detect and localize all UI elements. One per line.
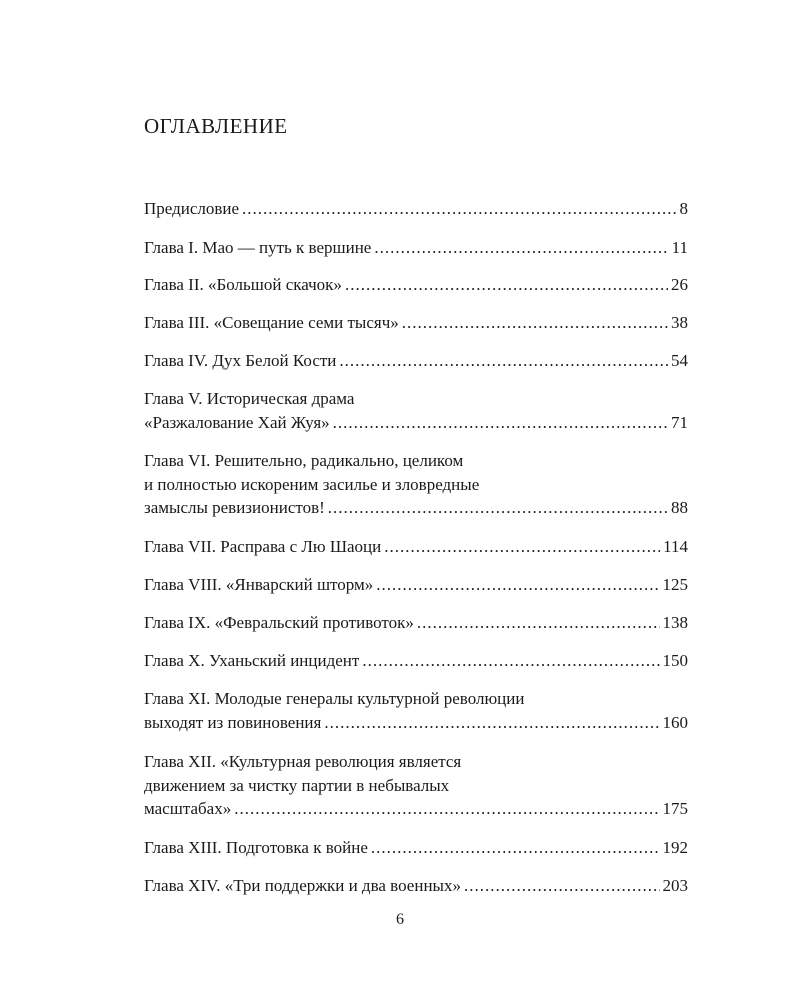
toc-entry-page: 8 (679, 199, 688, 218)
toc-entry (144, 611, 688, 635)
toc-entry (144, 874, 688, 898)
toc-entry (144, 236, 688, 260)
toc-entry-title: Предисловие (144, 199, 240, 218)
toc-entry-title: Глава X. Уханьский инцидент (144, 651, 360, 670)
toc-entry-page: 150 (662, 651, 688, 670)
toc-entry-title: движением за чистку партии в небывалых (144, 775, 450, 795)
page-number: 6 (396, 911, 404, 928)
dot-leader (362, 649, 659, 673)
toc-entry (144, 687, 688, 734)
toc-entry-page: 71 (671, 412, 688, 432)
dot-leader (328, 496, 668, 520)
dot-leader (376, 573, 659, 597)
toc-entry-title: замыслы ревизионистов! (144, 498, 325, 517)
dot-leader (402, 311, 668, 335)
dot-leader (374, 236, 668, 260)
toc-entry-title: масштабах» (144, 799, 232, 818)
toc-entry-page: 203 (662, 876, 688, 895)
toc-entry-page: 38 (671, 313, 688, 332)
dot-leader (234, 797, 659, 821)
toc-entry-title: Глава II. «Большой скачок» (144, 275, 342, 294)
toc-entry-title: Глава XI. Молодые генералы культурной революции (144, 689, 525, 708)
dot-leader (371, 836, 660, 860)
toc-entry (144, 197, 688, 221)
dot-leader (417, 611, 660, 635)
toc-entry-page: 114 (663, 537, 688, 556)
toc-entry (144, 311, 688, 335)
toc-entry (144, 273, 688, 297)
toc-entry-page: 11 (671, 238, 688, 257)
toc-entry-title: и полностью искореним засилье и зловредные (144, 474, 480, 494)
toc-entry-page: 175 (662, 799, 688, 818)
toc-entry-title: Глава VII. Расправа с Лю Шаоци (144, 537, 382, 556)
dot-leader (242, 197, 676, 221)
toc-entry-title: выходят из повиновения (144, 712, 322, 732)
toc-entry-page: 26 (671, 275, 688, 294)
dot-leader (333, 411, 668, 435)
toc-entry (144, 535, 688, 559)
toc-entry (144, 750, 688, 821)
toc-entry-title: Глава III. «Совещание семи тысяч» (144, 313, 399, 332)
toc-entry-title: Глава XII. «Культурная революция является (144, 752, 462, 771)
toc-entry-page: 192 (662, 838, 688, 857)
toc-entry-page: 125 (662, 575, 688, 594)
dot-leader (324, 711, 659, 735)
dot-leader (339, 349, 668, 373)
toc-entry-title: «Разжалование Хай Жуя» (144, 412, 330, 432)
dot-leader (345, 273, 668, 297)
toc-entry-title: Глава VI. Решительно, радикально, целиком (144, 451, 464, 470)
toc-entry (144, 573, 688, 597)
toc-entry-title: Глава IX. «Февральский противоток» (144, 613, 414, 632)
toc-entry-title: Глава V. Историческая драма (144, 389, 355, 408)
dot-leader (384, 535, 660, 559)
toc-entry-page: 138 (662, 613, 688, 632)
toc-entry (144, 349, 688, 373)
toc-entry-title: Глава XIII. Подготовка к войне (144, 838, 368, 857)
toc-entry-title: Глава XIV. «Три поддержки и два военных» (144, 876, 461, 895)
dot-leader (464, 874, 660, 898)
toc-entry (144, 649, 688, 673)
toc-entry-page: 160 (662, 712, 688, 732)
toc-entry (144, 449, 688, 520)
page-title: ОГЛАВЛЕНИЕ (144, 114, 288, 138)
toc-entry (144, 387, 688, 434)
toc-entry-title: Глава IV. Дух Белой Кости (144, 351, 337, 370)
toc-entry-page: 88 (671, 498, 688, 517)
toc-entry-page: 54 (671, 351, 688, 370)
toc-entry-title: Глава VIII. «Январский шторм» (144, 575, 374, 594)
toc-entry (144, 836, 688, 860)
toc-entry-title: Глава I. Мао — путь к вершине (144, 238, 372, 257)
